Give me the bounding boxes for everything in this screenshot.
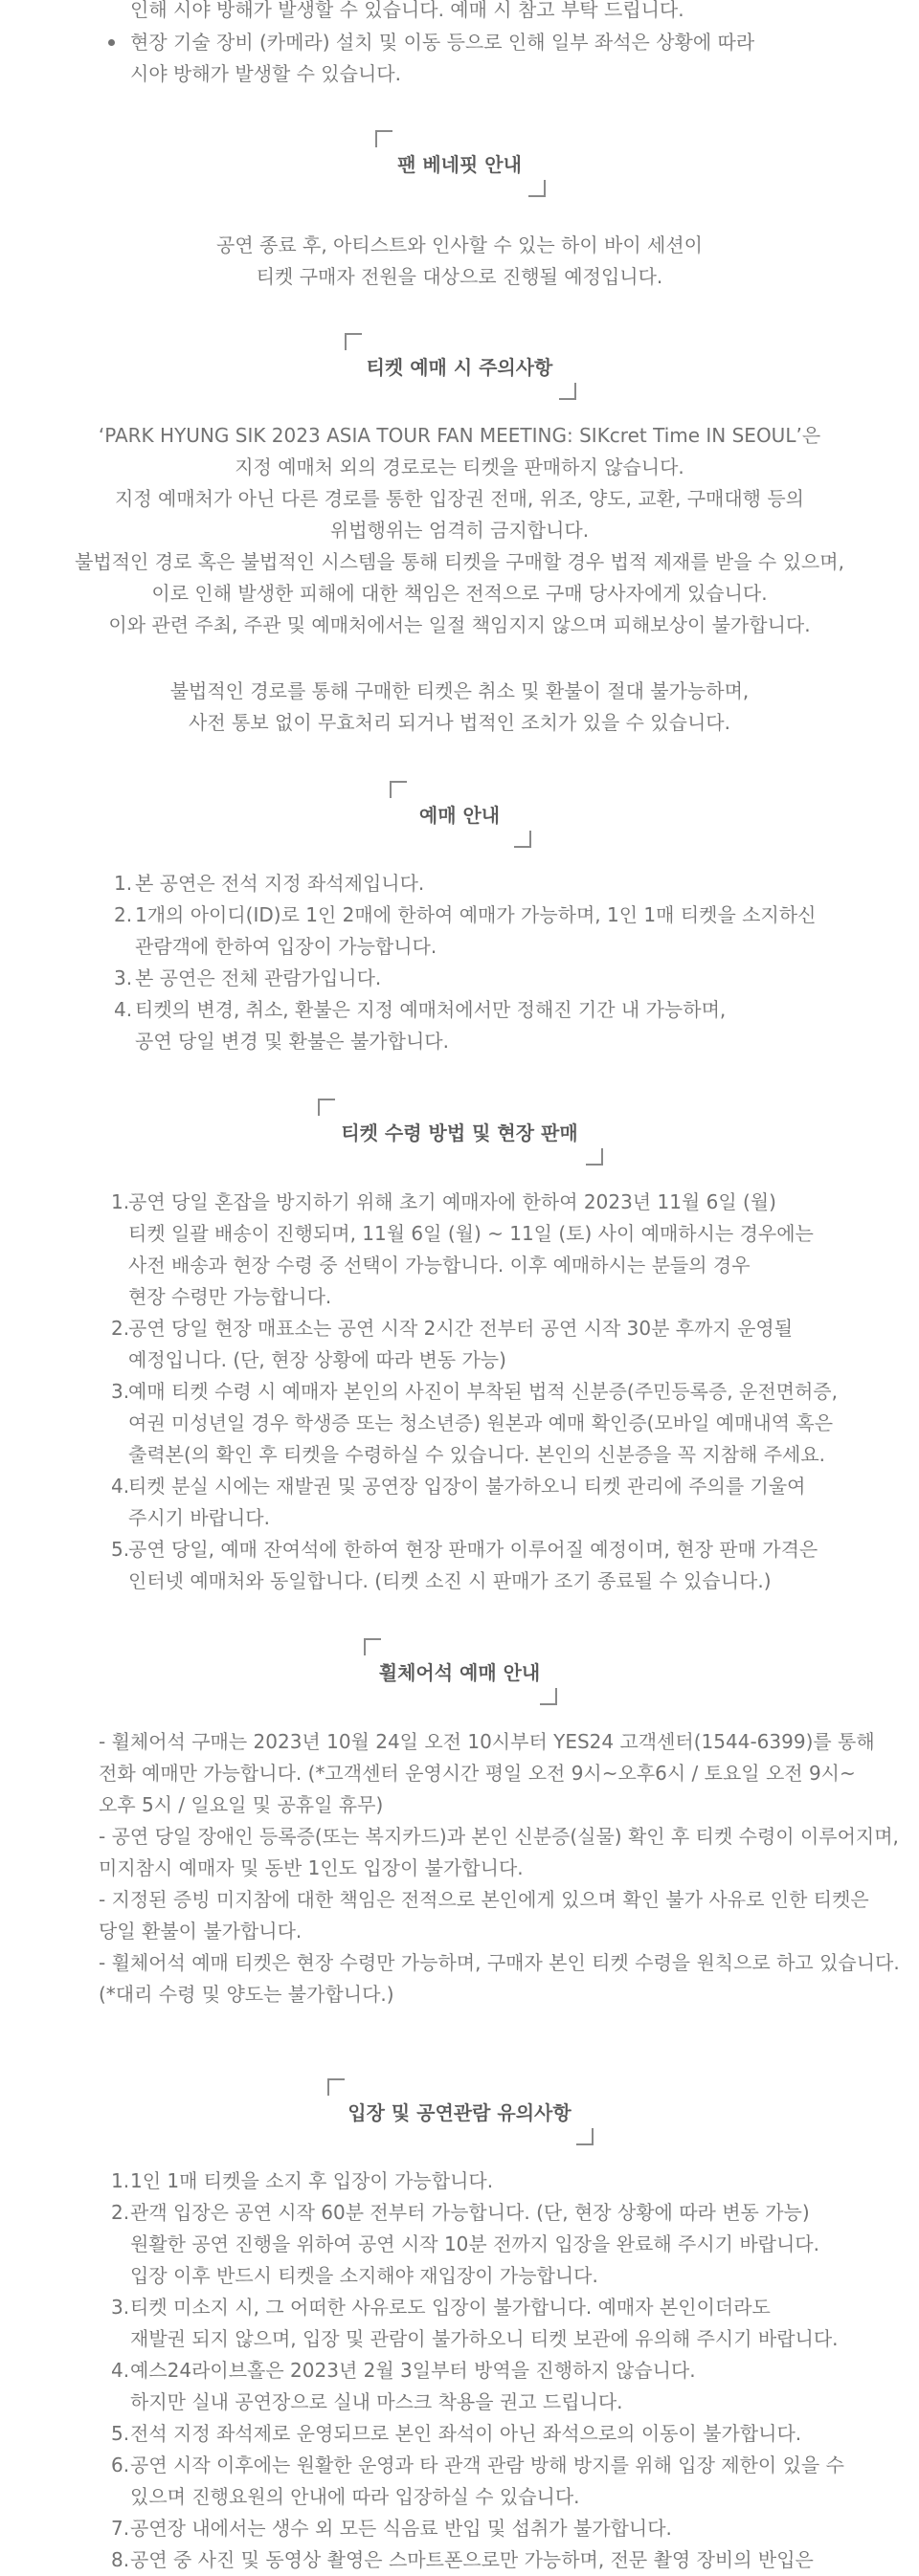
paragraph-line: 전화 예매만 가능합니다. (*고객센터 운영시간 평일 오전 9시~오후6시 / 토요일 오전 9시~: [99, 1762, 856, 1785]
text-line: 티켓 구매자 전원을 대상으로 진행될 예정입니다.: [256, 265, 663, 288]
paragraph-line: - 휠체어석 예매 티켓은 현장 수령만 가능하며, 구매자 본인 티켓 수령을 원칙으로 하고 있습니다.: [99, 1951, 900, 1974]
list-number: 4.: [111, 1475, 130, 1498]
heading-bracket-open: [390, 781, 407, 798]
bullet-text: 시야 방해가 발생할 수 있습니다.: [130, 62, 401, 85]
list-item: 전석 지정 좌석제로 운영되므로 본인 좌석이 아닌 좌석으로의 이동이 불가합니다.: [130, 2422, 802, 2445]
list-item: 하지만 실내 공연장으로 실내 마스크 착용을 권고 드립니다.: [130, 2390, 623, 2413]
list-item: 관객 입장은 공연 시작 60분 전부터 가능합니다. (단, 현장 상황에 따라 변동 가능): [130, 2201, 810, 2224]
section-title: 입장 및 공연관람 유의사항: [347, 2101, 572, 2124]
section-heading-ticket-caution: [0, 333, 919, 400]
list-item: 예스24라이브홀은 2023년 2월 3일부터 방역을 진행하지 않습니다.: [130, 2359, 696, 2382]
list-item: 공연장 내에서는 생수 외 모든 식음료 반입 및 섭취가 불가합니다.: [130, 2517, 672, 2540]
list-item: 공연 당일 혼잡을 방지하기 위해 초기 예매자에 한하여 2023년 11월 6일 (월): [128, 1190, 776, 1213]
list-item: 관람객에 한하여 입장이 가능합니다.: [135, 935, 437, 958]
section-heading-wheelchair: [0, 1638, 919, 1705]
heading-bracket-close: [576, 2128, 594, 2145]
list-item: 본 공연은 전석 지정 좌석제입니다.: [135, 872, 425, 895]
heading-bracket-close: [586, 1148, 603, 1166]
heading-bracket-open: [345, 333, 362, 350]
list-item: 티켓 미소지 시, 그 어떠한 사유로도 입장이 불가합니다. 예매자 본인이더라도: [130, 2296, 771, 2319]
list-number: 8.: [111, 2548, 130, 2571]
heading-bracket-open: [364, 1638, 381, 1655]
paragraph-line: - 공연 당일 장애인 등록증(또는 복지카드)과 본인 신분증(실물) 확인 후 티켓 수령이 이루어지며,: [99, 1825, 899, 1848]
section-title: 티켓 수령 방법 및 현장 판매: [341, 1121, 578, 1144]
list-item: 공연 당일 변경 및 환불은 불가합니다.: [135, 1030, 449, 1053]
text-line: 공연 종료 후, 아티스트와 인사할 수 있는 하이 바이 세션이: [216, 233, 703, 256]
list-item: 주시기 바랍니다.: [128, 1506, 270, 1529]
text-line: 사전 통보 없이 무효처리 되거나 법적인 조치가 있을 수 있습니다.: [189, 711, 730, 734]
list-number: 4.: [111, 2359, 130, 2382]
text-line: 불법적인 경로를 통해 구매한 티켓은 취소 및 환불이 절대 불가능하며,: [169, 679, 750, 702]
bullet-dot: [108, 39, 115, 46]
list-item: 재발권 되지 않으며, 입장 및 관람이 불가하오니 티켓 보관에 유의해 주시기 바랍니다.: [130, 2327, 839, 2350]
heading-bracket-close: [559, 383, 576, 400]
section-title: 예매 안내: [418, 804, 501, 827]
list-item: 있으며 진행요원의 안내에 따라 입장하실 수 있습니다.: [130, 2485, 580, 2508]
list-item: 사전 배송과 현장 수령 중 선택이 가능합니다. 이후 예매하시는 분들의 경우: [128, 1254, 751, 1277]
list-item: 티켓의 변경, 취소, 환불은 지정 예매처에서만 정해진 기간 내 가능하며,: [135, 998, 727, 1021]
list-item: 인터넷 예매처와 동일합니다. (티켓 소진 시 판매가 조기 종료될 수 있습니다.): [128, 1569, 772, 1592]
section-heading-entry: [0, 2078, 919, 2145]
list-number: 2.: [114, 903, 133, 926]
list-item: 공연 중 사진 및 동영상 촬영은 스마트폰으로만 가능하며, 전문 촬영 장비의 반입은: [130, 2548, 814, 2571]
heading-bracket-open: [318, 1099, 335, 1116]
text-line: 지정 예매처가 아닌 다른 경로를 통한 입장권 전매, 위조, 양도, 교환, 구매대행 등의: [115, 487, 804, 510]
list-item: 티켓 분실 시에는 재발권 및 공연장 입장이 불가하오니 티켓 관리에 주의를 기울여: [128, 1475, 806, 1498]
list-number: 5.: [111, 2422, 130, 2445]
list-item: 공연 시작 이후에는 원활한 운영과 타 관객 관람 방해 방지를 위해 입장 제한이 있을 수: [130, 2454, 844, 2476]
list-item: 본 공연은 전체 관람가입니다.: [135, 966, 382, 989]
list-item: 1인 1매 티켓을 소지 후 입장이 가능합니다.: [130, 2169, 494, 2192]
text-line: 위법행위는 엄격히 금지합니다.: [329, 519, 590, 542]
list-number: 7.: [111, 2517, 130, 2540]
list-item: 출력본(의 확인 후 티켓을 수령하실 수 있습니다. 본인의 신분증을 꼭 지참해 주세요.: [128, 1443, 826, 1466]
section-heading-fan-benefit: [0, 130, 919, 197]
list-number: 4.: [114, 998, 133, 1021]
list-item: 1개의 아이디(ID)로 1인 2매에 한하여 예매가 가능하며, 1인 1매 티켓을 소지하신: [135, 903, 817, 926]
section-title: 팬 베네핏 안내: [397, 153, 522, 176]
list-number: 2.: [111, 1317, 130, 1340]
list-item: 입장 이후 반드시 티켓을 소지해야 재입장이 가능합니다.: [130, 2264, 598, 2287]
list-number: 3.: [111, 2296, 130, 2319]
list-item: 공연 당일 현장 매표소는 공연 시작 2시간 전부터 공연 시작 30분 후까지 운영될: [128, 1317, 794, 1340]
list-item: 예매 티켓 수령 시 예매자 본인의 사진이 부착된 법적 신분증(주민등록증, 운전면허증,: [128, 1380, 838, 1403]
list-number: 1.: [111, 2169, 130, 2192]
list-item: 티켓 일괄 배송이 진행되며, 11월 6일 (월) ~ 11일 (토) 사이 예매하시는 경우에는: [128, 1222, 814, 1245]
list-number: 3.: [114, 966, 133, 989]
list-number: 2.: [111, 2201, 130, 2224]
heading-bracket-open: [327, 2078, 345, 2096]
text-line: ‘PARK HYUNG SIK 2023 ASIA TOUR FAN MEETING: SIKcret Time IN SEOUL’은: [98, 424, 821, 447]
section-heading-ticket-pickup: [0, 1099, 919, 1166]
list-number: 5.: [111, 1538, 130, 1561]
list-number: 3.: [111, 1380, 130, 1403]
text-line: 지정 예매처 외의 경로로는 티켓을 판매하지 않습니다.: [235, 455, 684, 478]
paragraph-line: - 휠체어석 구매는 2023년 10월 24일 오전 10시부터 YES24 고객센터(1544-6399)를 통해: [99, 1730, 875, 1753]
heading-bracket-close: [540, 1688, 557, 1705]
heading-bracket-close: [514, 831, 531, 848]
list-item: 공연 당일, 예매 잔여석에 한하여 현장 판매가 이루어질 예정이며, 현장 판매 가격은: [128, 1538, 818, 1561]
list-item: 현장 수령만 가능합니다.: [128, 1285, 332, 1308]
section-title: 티켓 예매 시 주의사항: [366, 356, 553, 379]
section-title: 휠체어석 예매 안내: [378, 1661, 541, 1684]
paragraph-line: 당일 환불이 불가합니다.: [99, 1920, 303, 1943]
text-line: 이와 관련 주최, 주관 및 예매처에서는 일절 책임지지 않으며 피해보상이 불가합니다.: [108, 613, 811, 636]
list-item: 예정입니다. (단, 현장 상황에 따라 변동 가능): [128, 1348, 506, 1371]
heading-bracket-close: [528, 180, 546, 197]
list-number: 6.: [111, 2454, 130, 2476]
paragraph-line: 미지참시 예매자 및 동반 1인도 입장이 불가합니다.: [99, 1856, 524, 1879]
list-item: 원활한 공연 진행을 위하여 공연 시작 10분 전까지 입장을 완료해 주시기 바랍니다.: [130, 2232, 819, 2255]
paragraph-line: 오후 5시 / 일요일 및 공휴일 휴무): [99, 1793, 384, 1816]
heading-bracket-open: [375, 130, 392, 147]
list-item: 여권 미성년일 경우 학생증 또는 청소년증) 원본과 예매 확인증(모바일 예매내역 혹은: [128, 1411, 834, 1434]
bullet-text: 인해 시야 방해가 발생할 수 있습니다. 예매 시 참고 부탁 드립니다.: [130, 0, 684, 21]
paragraph-line: - 지정된 증빙 미지참에 대한 책임은 전적으로 본인에게 있으며 확인 불가 사유로 인한 티켓은: [99, 1888, 869, 1911]
text-line: 이로 인해 발생한 피해에 대한 책임은 전적으로 구매 당사자에게 있습니다.: [151, 582, 768, 605]
bullet-text: 현장 기술 장비 (카메라) 설치 및 이동 등으로 인해 일부 좌석은 상황에 따라: [130, 31, 755, 54]
list-number: 1.: [114, 872, 133, 895]
section-heading-booking-info: [0, 781, 919, 848]
paragraph-line: (*대리 수령 및 양도는 불가합니다.): [99, 1983, 394, 2006]
text-line: 불법적인 경로 혹은 불법적인 시스템을 통해 티켓을 구매할 경우 법적 제재를 받을 수 있으며,: [75, 550, 844, 573]
list-number: 1.: [111, 1190, 130, 1213]
